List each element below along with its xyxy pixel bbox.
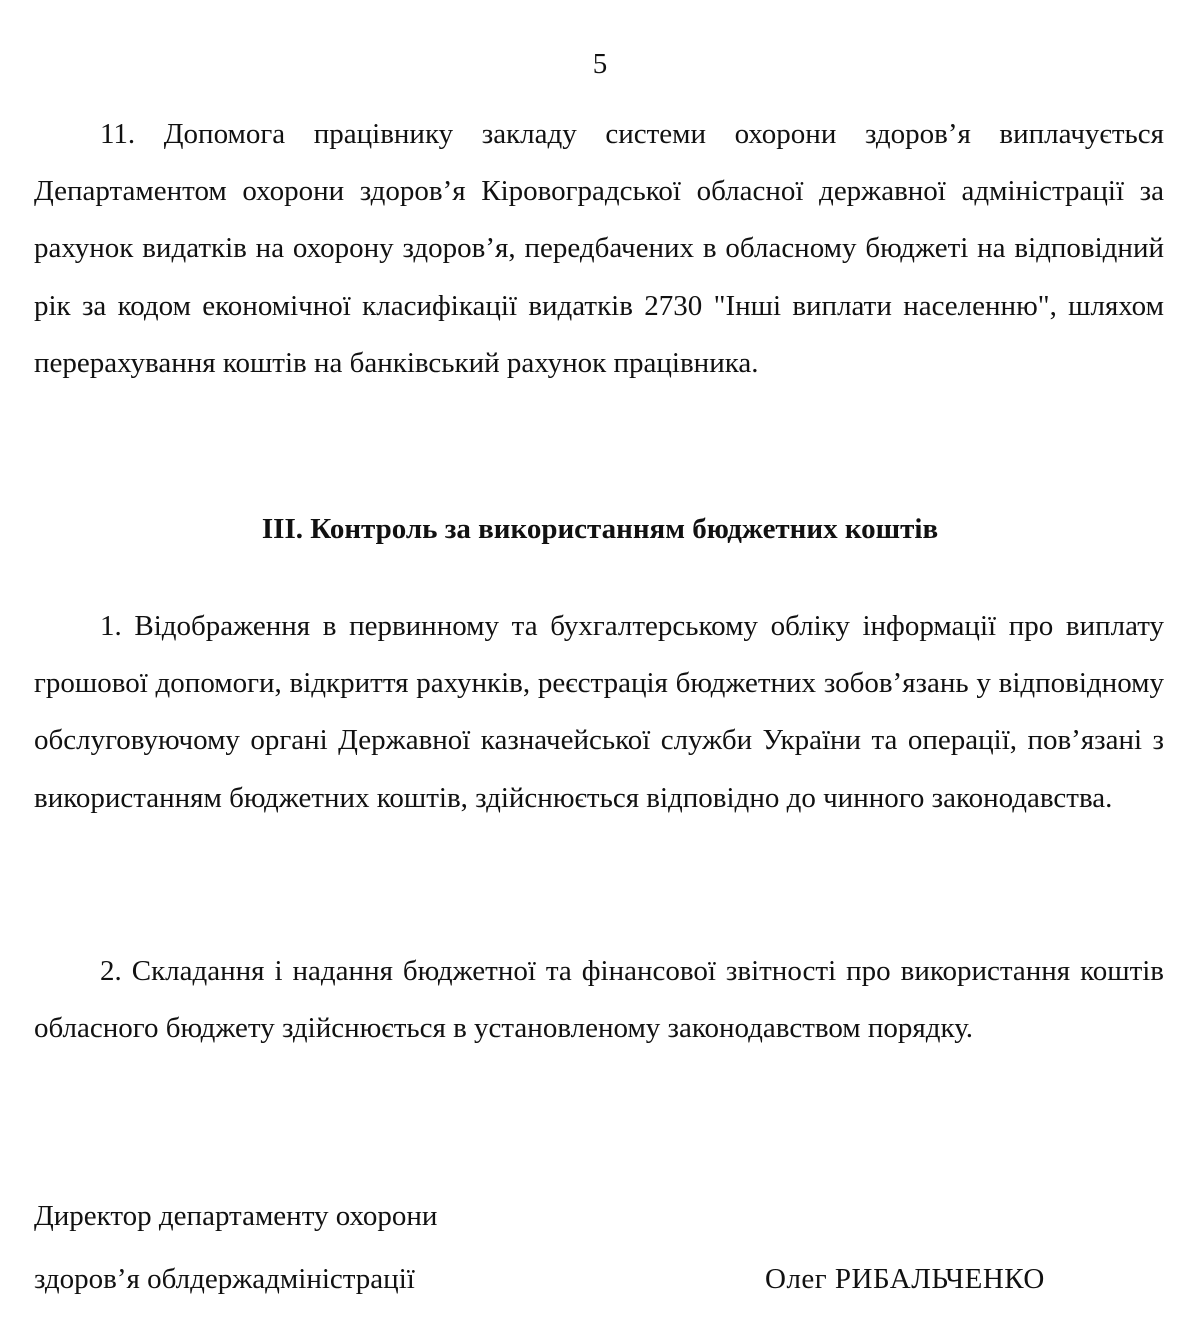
- page-number: 5: [592, 48, 608, 80]
- paragraph-1: 1. Відображення в первинному та бухгалтерському обліку інформації про виплату грошової допомоги, відкриття рахунків, реєстрація бюджетних зобов’язань у відповідному обслуговуючому органі Державної казначейської служби України та операції, пов’язані з використанням бюджетних коштів, здійснюється відповідно до чинного законодавства.: [34, 610, 1164, 814]
- paragraph-2: 2. Складання і надання бюджетної та фінансової звітності про використання коштів обласного бюджету здійснюється в установленому законодавством порядку.: [34, 955, 1164, 1045]
- signatory-position-line2: здоров’я облдержадміністрації: [34, 1263, 415, 1295]
- section-heading: ІІІ. Контроль за використанням бюджетних коштів: [261, 513, 939, 545]
- signatory-name: Олег РИБАЛЬЧЕНКО: [765, 1263, 1045, 1295]
- signatory-position-line1: Директор департаменту охорони: [34, 1200, 438, 1232]
- paragraph-11: 11. Допомога працівнику закладу системи охорони здоров’я виплачується Департаментом охорони здоров’я Кіровоградської обласної державної адміністрації за рахунок видатків на охорону здоров’я, передбачених в обласному бюджеті на відповідний рік за кодом економічної класифікації видатків 2730 "Інші виплати населенню", шляхом перерахування коштів на банківський рахунок працівника.: [34, 118, 1164, 379]
